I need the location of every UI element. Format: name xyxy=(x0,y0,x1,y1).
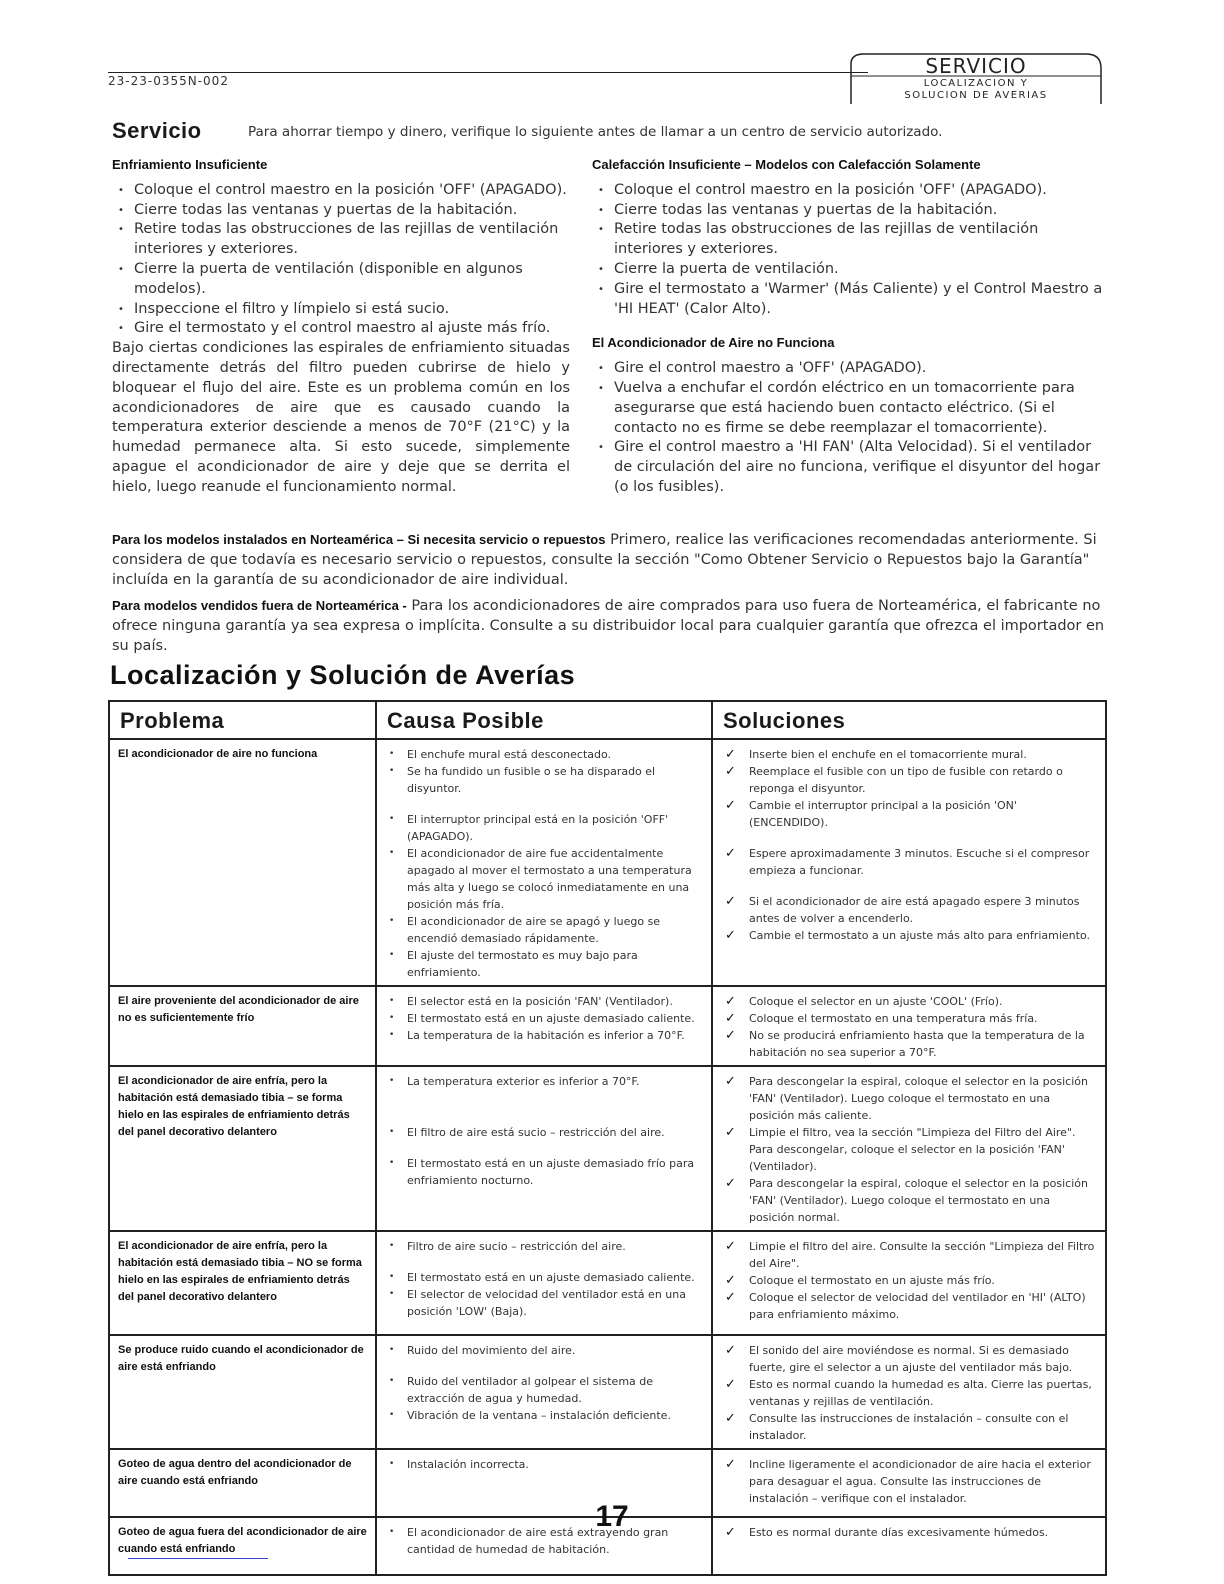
problem-cell: El acondicionador de aire enfría, pero la habitación está demasiado tibia – NO se forma hielo en las espirales de enfriamiento detrás del panel decorativo delantero xyxy=(109,1231,376,1335)
solution-item: ✓ Incline ligeramente el acondicionador de aire hacia el exterior para desaguar el agua. Consulte las instrucciones de instalación – verifique con el instalador. xyxy=(721,1456,1097,1507)
heating-checklist xyxy=(592,181,1106,320)
problem-cell: El acondicionador de aire no funciona xyxy=(109,739,376,986)
table-row xyxy=(109,1231,1106,1335)
solution-item: ✓ Esto es normal durante días excesivamente húmedos. xyxy=(721,1524,1097,1541)
cause-item: • El termostato está en un ajuste demasiado frío para enfriamiento nocturno. xyxy=(385,1155,703,1189)
cause-item: • Ruido del ventilador al golpear el sistema de extracción de agua y humedad. xyxy=(385,1373,703,1407)
list-item: • Gire el control maestro a 'OFF' (APAGADO). xyxy=(592,359,1106,379)
north-america-text: Primero, realice las verificaciones recomendadas anteriormente. Si considera de que todavía es necesario servicio o repuestos, consulte la sección "Como Obtener Servicio o Repuestos bajo la Garantía" incluída en la garantía de su acondicionador de aire individual. xyxy=(112,532,1097,588)
list-item: • Cierre todas las ventanas y puertas de la habitación. xyxy=(112,201,570,221)
solution-cell xyxy=(712,986,1106,1066)
cause-item: • Instalación incorrecta. xyxy=(385,1456,703,1473)
outside-na-text: Para los acondicionadores de aire comprados para uso fuera de Norteamérica, el fabricante no ofrece ninguna garantía ya sea expresa o implícita. Consulte a su distribuidor local para cualquier garantía que ofrezca el importador en su país. xyxy=(112,598,1105,654)
cause-item: • El selector de velocidad del ventilador está en una posición 'LOW' (Baja). xyxy=(385,1286,703,1320)
servicio-title: Servicio xyxy=(112,118,202,143)
solution-item: ✓ Cambie el interruptor principal a la posición 'ON' (ENCENDIDO). xyxy=(721,797,1097,831)
section-tab-subtitle xyxy=(850,78,1102,102)
north-america-label: Para los modelos instalados en Norteamérica – Si necesita servicio o repuestos xyxy=(112,532,606,547)
solution-cell xyxy=(712,1335,1106,1449)
list-item: • Gire el termostato y el control maestro al ajuste más frío. xyxy=(112,319,570,339)
cause-item: • Filtro de aire sucio – restricción del aire. xyxy=(385,1238,703,1255)
table-row xyxy=(109,1335,1106,1449)
solution-item: ✓ Si el acondicionador de aire está apagado espere 3 minutos antes de volver a encenderlo. xyxy=(721,893,1097,927)
problem-cell: El acondicionador de aire enfría, pero la habitación está demasiado tibia – se forma hielo en las espirales de enfriamiento detrás del panel decorativo delantero xyxy=(109,1066,376,1231)
cause-item: • El termostato está en un ajuste demasiado caliente. xyxy=(385,1010,703,1027)
list-item: • Retire todas las obstrucciones de las rejillas de ventilación interiores y exteriores. xyxy=(112,220,570,260)
cause-item: • La temperatura de la habitación es inferior a 70°F. xyxy=(385,1027,703,1044)
servicio-left-column xyxy=(112,155,570,498)
section-tab-title: SERVICIO xyxy=(925,54,1027,78)
left-checklist xyxy=(112,181,570,339)
solution-cell xyxy=(712,1066,1106,1231)
left-heading: Enfriamiento Insuficiente xyxy=(112,157,268,172)
north-america-note xyxy=(112,530,1108,590)
solution-item: ✓ Coloque el selector en un ajuste 'COOL' (Frío). xyxy=(721,993,1097,1010)
cause-item: • El ajuste del termostato es muy bajo para enfriamiento. xyxy=(385,947,703,981)
table-row xyxy=(109,1066,1106,1231)
header-rule xyxy=(108,72,868,73)
solution-item: ✓ Coloque el termostato en una temperatura más fría. xyxy=(721,1010,1097,1027)
cause-item: • La temperatura exterior es inferior a 70°F. xyxy=(385,1073,703,1090)
list-item: • Vuelva a enchufar el cordón eléctrico en un tomacorriente para asegurarse que está haciendo buen contacto eléctrico. (Si el contacto no es firme se debe reemplazar el tomacorriente). xyxy=(592,379,1106,438)
cause-item: • El interruptor principal está en la posición 'OFF' (APAGADO). xyxy=(385,811,703,845)
cause-item: • El filtro de aire está sucio – restricción del aire. xyxy=(385,1124,703,1141)
list-item: • Cierre la puerta de ventilación (disponible en algunos modelos). xyxy=(112,260,570,300)
solution-item: ✓ Espere aproximadamente 3 minutos. Escuche si el compresor empieza a funcionar. xyxy=(721,845,1097,879)
table-header-row xyxy=(109,701,1106,739)
solution-item: ✓ No se producirá enfriamiento hasta que la temperatura de la habitación no sea superior a 70°F. xyxy=(721,1027,1097,1061)
problem-cell: El aire proveniente del acondicionador de aire no es suficientemente frío xyxy=(109,986,376,1066)
cause-item: • Ruido del movimiento del aire. xyxy=(385,1342,703,1359)
outside-na-note xyxy=(112,596,1108,656)
problem-cell: Goteo de agua dentro del acondicionador de aire cuando está enfriando xyxy=(109,1449,376,1517)
column-header-cause: Causa Posible xyxy=(376,701,712,739)
cause-item: • Vibración de la ventana – instalación deficiente. xyxy=(385,1407,703,1424)
table-row xyxy=(109,739,1106,986)
solution-cell xyxy=(712,1231,1106,1335)
solution-item: ✓ Limpie el filtro del aire. Consulte la sección "Limpieza del Filtro del Aire". xyxy=(721,1238,1097,1272)
not-working-checklist xyxy=(592,359,1106,498)
servicio-intro: Para ahorrar tiempo y dinero, verifique lo siguiente antes de llamar a un centro de servicio autorizado. xyxy=(248,124,943,140)
solution-item: ✓ Para descongelar la espiral, coloque el selector en la posición 'FAN' (Ventilador). Luego coloque el termostato en una posición normal. xyxy=(721,1175,1097,1226)
cause-item: • El acondicionador de aire está extrayendo gran cantidad de humedad de habitación. xyxy=(385,1524,703,1558)
solution-item: ✓ Coloque el selector de velocidad del ventilador en 'HI' (ALTO) para enfriamiento máximo. xyxy=(721,1289,1097,1323)
servicio-right-column xyxy=(592,155,1106,498)
list-item: • Gire el control maestro a 'HI FAN' (Alta Velocidad). Si el ventilador de circulación del aire no funciona, verifique el disyuntor del hogar (o los fusibles). xyxy=(592,438,1106,497)
section-tab-subtitle-line2: SOLUCION DE AVERIAS xyxy=(904,90,1048,101)
document-code: 23-23-0355N-002 xyxy=(108,74,229,88)
cause-item: • El termostato está en un ajuste demasiado caliente. xyxy=(385,1269,703,1286)
problem-cell: Goteo de agua fuera del acondicionador de aire cuando está enfriando xyxy=(109,1517,376,1575)
right-heading-not-working: El Acondicionador de Aire no Funciona xyxy=(592,335,835,351)
icing-paragraph: Bajo ciertas condiciones las espirales de enfriamiento situadas directamente detrás del filtro pueden cubrirse de hielo y bloquear el flujo del aire. Este es un problema común en los acondicionadores de aire que es causado cuando la temperatura exterior desciende a menos de 70°F (21°C) y la humedad permanece alta. Si esto sucede, simplemente apague el acondicionador de aire y deje que se derrita el hielo, luego reanude el funcionamiento normal. xyxy=(112,340,570,495)
solution-item: ✓ Coloque el termostato en un ajuste más frío. xyxy=(721,1272,1097,1289)
solution-item: ✓ Esto es normal cuando la humedad es alta. Cierre las puertas, ventanas y rejillas de ventilación. xyxy=(721,1376,1097,1410)
solution-item: ✓ Inserte bien el enchufe en el tomacorriente mural. xyxy=(721,746,1097,763)
list-item: • Inspeccione el filtro y límpielo si está sucio. xyxy=(112,300,570,320)
solution-cell xyxy=(712,739,1106,986)
solution-item: ✓ Cambie el termostato a un ajuste más alto para enfriamiento. xyxy=(721,927,1097,944)
cause-cell xyxy=(376,1231,712,1335)
list-item: • Cierre la puerta de ventilación. xyxy=(592,260,1106,280)
cause-cell xyxy=(376,1066,712,1231)
solution-item: ✓ Consulte las instrucciones de instalación – consulte con el instalador. xyxy=(721,1410,1097,1444)
section-tab xyxy=(850,52,1102,104)
list-item: • Gire el termostato a 'Warmer' (Más Caliente) y el Control Maestro a 'HI HEAT' (Calor Alto). xyxy=(592,280,1106,320)
list-item: • Cierre todas las ventanas y puertas de la habitación. xyxy=(592,201,1106,221)
right-heading-heating: Calefacción Insuficiente – Modelos con Calefacción Solamente xyxy=(592,157,981,172)
cause-cell xyxy=(376,1335,712,1449)
troubleshooting-table xyxy=(108,700,1107,1576)
table-row xyxy=(109,986,1106,1066)
solution-item: ✓ Reemplace el fusible con un tipo de fusible con retardo o reponga el disyuntor. xyxy=(721,763,1097,797)
cause-item: • El acondicionador de aire se apagó y luego se encendió demasiado rápidamente. xyxy=(385,913,703,947)
solution-item: ✓ El sonido del aire moviéndose es normal. Si es demasiado fuerte, gire el selector a un ajuste del ventilador más bajo. xyxy=(721,1342,1097,1376)
cause-item: • El selector está en la posición 'FAN' (Ventilador). xyxy=(385,993,703,1010)
cause-item: • El enchufe mural está desconectado. xyxy=(385,746,703,763)
troubleshooting-title: Localización y Solución de Averías xyxy=(110,660,576,690)
list-item: • Retire todas las obstrucciones de las rejillas de ventilación interiores y exteriores. xyxy=(592,220,1106,260)
column-header-solutions: Soluciones xyxy=(712,701,1106,739)
list-item: • Coloque el control maestro en la posición 'OFF' (APAGADO). xyxy=(112,181,570,201)
cause-item: • Se ha fundido un fusible o se ha disparado el disyuntor. xyxy=(385,763,703,797)
footer-rule xyxy=(128,1558,268,1559)
solution-item: ✓ Limpie el filtro, vea la sección "Limpieza del Filtro del Aire". Para descongelar, coloque el selector en la posición 'FAN' (Ventilador). xyxy=(721,1124,1097,1175)
solution-item: ✓ Para descongelar la espiral, coloque el selector en la posición 'FAN' (Ventilador). Luego coloque el termostato en una posición más caliente. xyxy=(721,1073,1097,1124)
problem-cell: Se produce ruido cuando el acondicionador de aire está enfriando xyxy=(109,1335,376,1449)
outside-na-label: Para modelos vendidos fuera de Norteamérica - xyxy=(112,598,407,613)
cause-cell xyxy=(376,739,712,986)
page-number: 17 xyxy=(595,1500,629,1533)
column-header-problem: Problema xyxy=(109,701,376,739)
section-tab-subtitle-line1: LOCALIZACION Y xyxy=(923,78,1029,89)
cause-item: • El acondicionador de aire fue accidentalmente apagado al mover el termostato a una temperatura más alta y luego se colocó inmediatamente en una posición más fría. xyxy=(385,845,703,913)
list-item: • Coloque el control maestro en la posición 'OFF' (APAGADO). xyxy=(592,181,1106,201)
cause-cell xyxy=(376,986,712,1066)
